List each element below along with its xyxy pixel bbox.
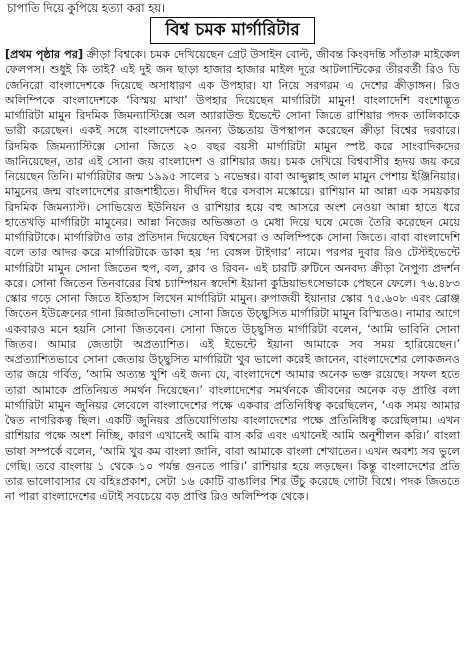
previous-article-tail: চাপাতি দিয়ে কুপিয়ে হত্যা করা হয়। <box>7 1 166 15</box>
article-body-text: ক্রীড়া বিশ্বকে। চমক দেখিয়েছেন গ্রেট উসাইন বোল্ট, জীবন্ত কিংবদন্তি সাঁতারু মাইকেল ফেলপস। শুধুই কি তাই? এই দুই জন ছাড়া হাজার হাজার মাইল দূরে আটলান্টিকের তীরবর্তী রিও ডি জেনিরো বাংলাদেশকে দিয়েছে অসাধারণ এক উপহার। যা নিয়ে সরগরম এ দেশের ক্রীড়াঙ্গন। রিও অলিম্পিকে বাংলাদেশকে ‘বিস্ময় মাখা’ উপহার দিয়েছেন মার্গারিটা মামুন! বাংলাদেশি বংশোদ্ভূত মার্গারিটা মামুন রিদমিক জিমন্যাস্টিক্সে অল অ্যারাউন্ড ইভেন্টে সোনা জিতে রাশিয়ার পদক তালিকাকে ভারী করেছেন। একই সঙ্গে বাংলাদেশকে অনন্য উচ্চতায় উপস্থাপন করেছেন ক্রীড়া বিশ্বের দরবারে। রিদমিক জিমন্যাস্টিক্সে সোনা জিতে ২০ বছর বয়সী মার্গারিটা মামুন স্পষ্ট করে সাংবাদিকদের জানিয়েছেন, তার এই সোনা জয় বাংলাদেশ ও রাশিয়ার জয়। চমক দেখিয়ে বিশ্ববাসীর হৃদয় জয় করে নিয়েছেন তিনি। মার্গারিটার জন্ম ১৯৯৫ সালের ১ নভেম্বর। বাবা আব্দুল্লাহ আল মামুন পেশায় ইঞ্জিনিয়ার। মামুনের জন্ম বাংলাদেশের রাজশাহীতে। দীর্ঘদিন ধরে বসবাস মস্কোয়ে। রাশিয়ান মা আন্না এক সময়কার রিদমিক জিমন্যাস্ট। সোভিয়েত ইউনিয়ন ও রাশিয়ার হয়ে বহু আসরে অংশ নেওয়া আন্না হাতে ধরে হাতেখড়ি মার্গারিটা মামুনের। আন্না নিজের অভিজ্ঞতা ও মেধা দিয়ে ঘষে মেজে তৈরি করেছেন মেয়ে মার্গারিটাকে। মার্গারিটাও তার প্রতিদান দিয়েছেন বিশ্বসেরা ও অলিম্পিকে সোনা জিতে। বাবা বাংলাদেশি বলে তার আদর করে মার্গারিটাকে ডাকা হয় ‘দ্য বেঙ্গল টাইগার’ নামে। পরপর দুবার রিও টেস্টইভেন্টে মার্গারিটা মামুন সোনা জিতেন হুপ, বল, ক্লাব ও রিবন- এই চারটি রুটিনে অনবদ্য ক্রীড়া নৈপুণ্য প্রদর্শন করে। সোনা জিতেন তিনবারের বিশ্ব চ্যাম্পিয়ন স্বদেশি ইয়ানা কুদ্রিয়াভৎসেভাকে পেছনে ফেলে। ৭৬.৪৮৩ স্কোর গড়ে সোনা জিতে ইতিহাস লিখেন মার্গারিটা মামুন। রুপাজয়ী ইয়ানার স্কোর ৭৫.৬০৮ এবং ব্রোঞ্জ জিতেন ইউক্রেনের গানা রিজাতদিনোভা। সোনা জিতে উচ্ছ্বসিত মার্গারিটা মামুন বিস্মিতও। নামার আগে একবারও মনে হয়নি সোনা জিতবেন। সোনা জিতে উচ্ছ্বসিত মার্গারিটা বলেন, ‘আমি ভাবিনি সোনা জিতব। আমার জেতাটা অপ্রত্যাশিত। এই ইভেন্টে ইয়ানা আমাকে সব সময় হারিয়েছেন।’ অপ্রত্যাশিতভাবে সোনা জেতায় উচ্ছ্বসিত মার্গারিটা খুব ভালো করেই জানেন, বাংলাদেশের লোকজনও তার জয়ে গর্বিত, ‘আমি অত্যন্ত খুশি এই জন্য যে, বাংলাদেশে আমার অনেক ভক্ত রয়েছে। সফল হতে তারা আমাকে প্রতিনিয়ত সমর্থন দিয়েছেন।’ বাংলাদেশের সমর্থনকে জীবনের অনেক বড় প্রাপ্তি বলা মার্গারিটা মামুন জুনিয়র লেবেলে বাংলাদেশের পক্ষে একবার প্রতিনিধিত্ব করেছিলেন, ‘এক সময় আমার দ্বৈত নাগরিকত্ব ছিল। একটি জুনিয়র প্রতিযোগিতায় বাংলাদেশের পক্ষে প্রতিনিধিত্ব করেছিলাম। এখন রাশিয়ার পক্ষে অংশ নিচ্ছি, কারণ এখানেই আমি বাস করি এবং এখানেই আমি অনুশীলন করি।’ বাংলা ভাষা সম্পর্কে বলেন, ‘আমি খুব কম বাংলা জানি, বাবা আমাকে বাংলা শেখাতেন। এখন অবশ্য সব ভুলে গেছি। তবে বাংলায় ১ থেকে ১০ পর্যন্ত গুনতে পারি।’ রাশিয়ার হয়ে লড়ছেন। কিন্তু বাংলাদেশের প্রতি তার ভালোবাসার যে বহিঃপ্রকাশ, সেটা ১৬ কোটি বাঙালির শির উঁচু করেছে গোটা বিশ্বে। পদক জিততে না পারা বাংলাদেশের এটাই সবচেয়ে বড় প্রাপ্তি রিও অলিম্পিক থেকে। <box>5 48 460 504</box>
continued-from-tag: [প্রথম পৃষ্ঠার পর] <box>5 48 84 61</box>
article-headline: বিশ্ব চমক মার্গারিটার <box>150 17 315 44</box>
headline-container <box>5 17 460 44</box>
newspaper-page <box>0 1 465 649</box>
article-body <box>5 47 460 505</box>
